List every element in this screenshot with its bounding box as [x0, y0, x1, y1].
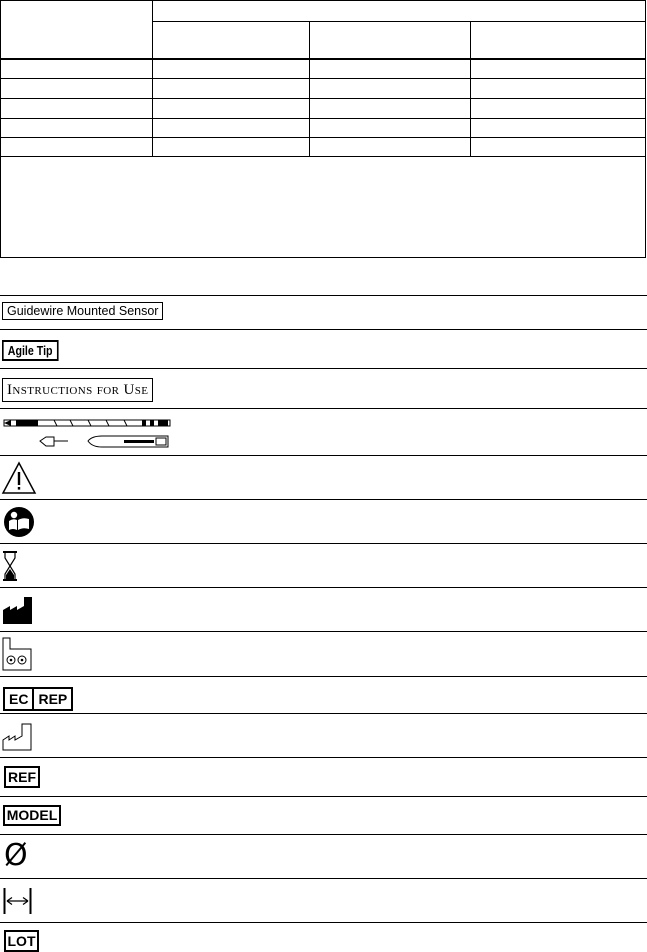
date-of-manufacture-icon: [2, 720, 34, 752]
ec-label: EC: [9, 691, 29, 707]
symbol-row-consult: [0, 499, 647, 543]
table-row-divider: [1, 118, 645, 119]
table-header-divider: [152, 21, 646, 22]
symbol-row-date-of-manufacture: [0, 713, 647, 757]
symbol-row-ref: [0, 757, 647, 796]
lot-label: LOT: [4, 930, 39, 952]
diameter-label: Ø: [4, 838, 28, 873]
symbol-row-lot: [0, 922, 647, 952]
ec-rep-icon: [3, 687, 73, 711]
table-row-divider: [1, 137, 645, 138]
symbol-row-guidewire: [0, 295, 647, 329]
symbol-row-model: [0, 796, 647, 834]
consult-instructions-icon: [3, 506, 35, 538]
symbol-row-device: [0, 408, 647, 455]
table-col-divider: [309, 21, 310, 156]
symbol-row-ec-rep: [0, 676, 647, 713]
length-arrow-icon: [3, 886, 33, 916]
table-row-divider: [1, 78, 645, 79]
symbol-row-caution: [0, 455, 647, 499]
table-footnote-divider: [1, 156, 645, 157]
model-label: MODEL: [3, 805, 61, 826]
guidewire-device-drawing-icon: [2, 413, 172, 453]
symbol-row-agile-tip: [0, 329, 647, 368]
rep-label: REP: [32, 689, 71, 709]
ref-label: REF: [4, 766, 40, 788]
hourglass-use-by-icon: [2, 550, 18, 582]
agile-tip-label: Agile Tip: [2, 340, 58, 361]
package-contents-icon: [2, 637, 32, 671]
guidewire-sensor-label: Guidewire Mounted Sensor: [2, 302, 163, 320]
symbol-row-ifu: [0, 368, 647, 408]
table-row-divider: [1, 98, 645, 99]
caution-triangle-icon: [1, 461, 37, 495]
symbol-row-contents: [0, 631, 647, 676]
symbol-row-length: [0, 878, 647, 922]
symbol-row-use-by: [0, 543, 647, 587]
symbol-row-manufacturer: [0, 587, 647, 631]
instructions-for-use-label: Instructions for Use: [2, 378, 153, 402]
manufacturer-factory-icon: [2, 594, 34, 626]
table-col-divider: [470, 21, 471, 156]
spec-table: [0, 0, 646, 258]
symbol-row-diameter: [0, 834, 647, 878]
table-header-bottom: [1, 58, 645, 60]
